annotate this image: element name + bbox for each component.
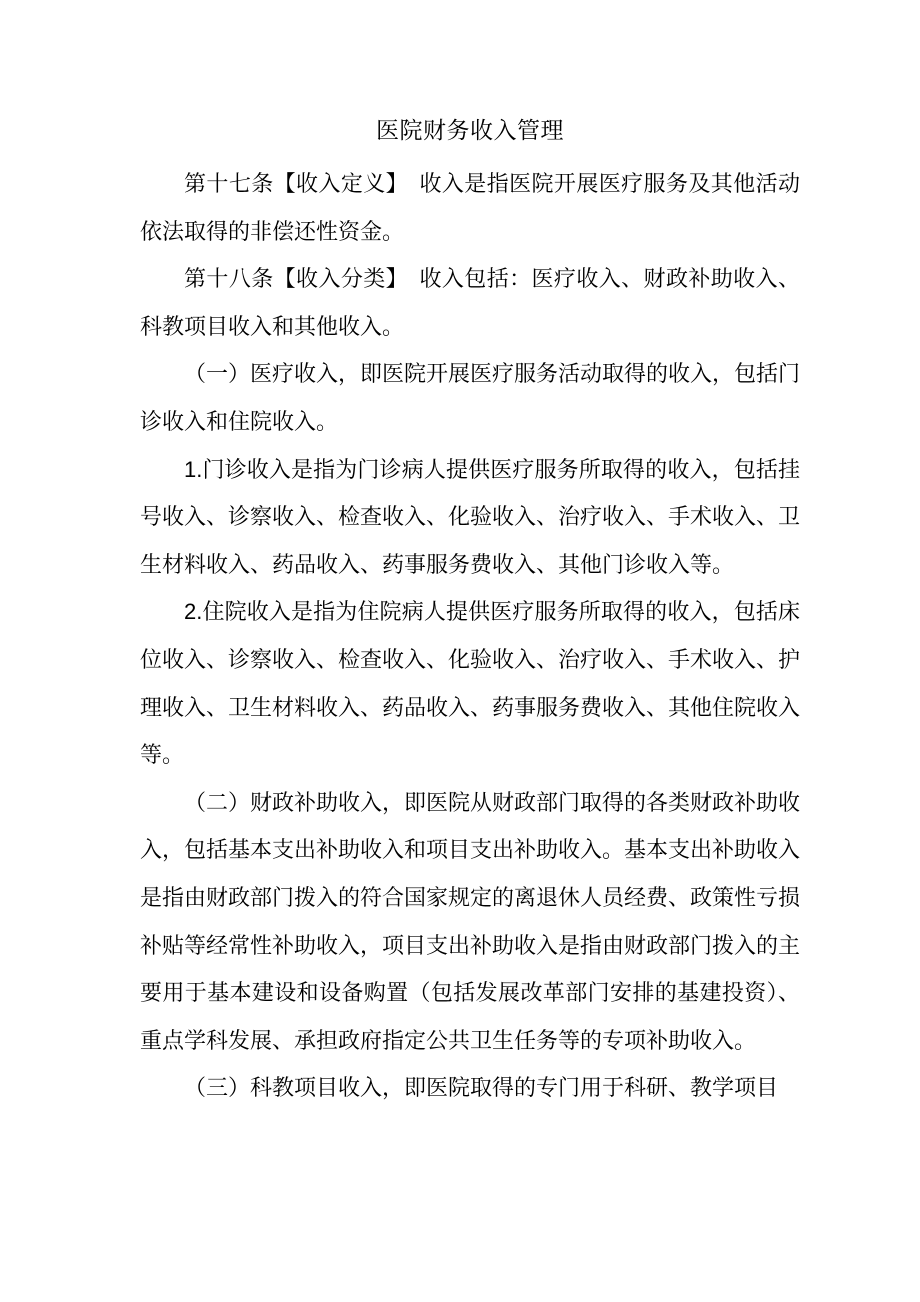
paragraph: （三）科教项目收入，即医院取得的专门用于科研、教学项目 [184,1075,779,1101]
document-title: 医院财务收入管理 [376,117,564,143]
paragraph: （一）医疗收入，即医院开展医疗服务活动取得的收入，包括门诊收入和住院收入。 [140,361,801,434]
document-body [140,160,800,1112]
paragraph: 1.门诊收入是指为门诊病人提供医疗服务所取得的收入，包括挂号收入、诊察收入、检查收入、化验收入、治疗收入、手术收入、卫生材料收入、药品收入、药事服务费收入、其他门诊收入等。 [140,456,801,577]
paragraph: 2.住院收入是指为住院病人提供医疗服务所取得的收入，包括床位收入、诊察收入、检查收入、化验收入、治疗收入、手术收入、护理收入、卫生材料收入、药品收入、药事服务费收入、其他住院收入等。 [140,599,801,768]
paragraph: （二）财政补助收入，即医院从财政部门取得的各类财政补助收入，包括基本支出补助收入和项目支出补助收入。基本支出补助收入是指由财政部门拨入的符合国家规定的离退休人员经费、政策性亏损补贴等经常性补助收入，项目支出补助收入是指由财政部门拨入的主要用于基本建设和设备购置（包括发展改革部门安排的基建投资）、重点学科发展、承担政府指定公共卫生任务等的专项补助收入。 [140,789,801,1053]
paragraph: 第十七条【收入定义】 收入是指医院开展医疗服务及其他活动依法取得的非偿还性资金。 [140,171,800,244]
paragraph: 第十八条【收入分类】 收入包括：医疗收入、财政补助收入、科教项目收入和其他收入。 [140,266,800,339]
